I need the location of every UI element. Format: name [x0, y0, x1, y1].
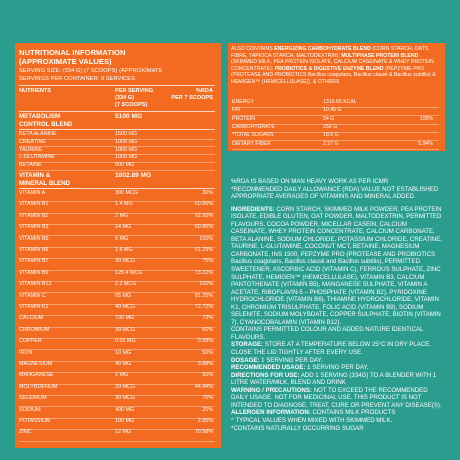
- blend-text: (PEPZYME PRO (PROTEASE AND PROBIOTICS Bacillus coagulans, Bacillus clausii & Bacillus subtilis) & HEMIGEN™ (HEMICELLULASE)), & OTHERS: [231, 65, 436, 85]
- typical-values-note: ^ TYPICAL VALUES WHEN MIXED WITH SKIMMED MILK.: [231, 416, 393, 424]
- contains-text: CONTAINS PERMITTED COLOUR AND ADDED NATURE IDENTICAL FLAVOURS.: [231, 326, 424, 341]
- nutrient-value: 400 MG: [115, 406, 135, 413]
- ingredients-text: CORN STARCH, SKIMMED MILK POWDER, PEA PROTEIN ISOLATE, EDIBLE GLUTEN, OAT POWDER, MALTODEXTRIN, PERMITTED FLAVOURS, COCOA POWDER, MICELLAR CASEIN, CALCIUM CASEINATE, WHEY PROTEIN CONCENTRATE, CALCIUM CARBONATE, BETA ALANINE, SODIUM CHLORIDE, POTASSIUM CHLORIDE, CREATINE, TAURINE, L-GLUTAMINE, COCONUT MCT, BETAINE, MAGNESIUM CARBONATE, INS 1500, PEPZYME PRO (PROTEASE AND PROBIOTICS Bacillus coagulans, Bacillus clausii and Bacillus subtilis), PERMITTED SWEETENER, ASCORBIC ACID (VITAMIN C), FERROUS SULPHATE, ZINC SULPHATE, HEMIGEN™ (HEMICELLULASE), VITAMIN B3, CALCIUM PANTOTHENATE (VITAMIN B5), MANGANESE SULPHATE, VITAMIN A ACETATE, RIBOFLAVIN-5 – PHOSPHATE (VITAMIN B2), PYRIDOXINE HYDROCHLORIDE (VITAMIN B6), THIAMINE HYDROCHLORIDE, VITAMIN K1, CHROMIUM TRISULPHATE, FOLIC ACID (VITAMIN B9), SODIUM SELENITE, SODIUM MOLYBDATE, COPPER SULPHATE, BIOTIN (VITAMIN 7), CYANOCOBALAMIN (VITAMIN B12).: [231, 205, 442, 326]
- nutrient-name: VITAMIN A: [19, 190, 46, 196]
- nutrient-rda: 73.22%: [194, 269, 213, 276]
- sugar-note: *CONTAINS NATURALLY OCCURRING SUGAR: [231, 424, 364, 432]
- col-per-serving-weight: (334 G): [115, 95, 134, 101]
- nutrient-rda: 75%: [202, 258, 213, 265]
- nutrient-name: CALCIUM: [19, 315, 44, 322]
- ingredients-label: INGREDIENTS:: [231, 205, 275, 213]
- nutrient-value: 1000 MG: [115, 146, 138, 153]
- nutrient-rda: 100%: [199, 281, 213, 288]
- nutrient-value: 30 MCG: [115, 326, 136, 333]
- nutrient-rda: 73%: [202, 315, 213, 322]
- metabolism-blend-label-2: CONTROL BLEND: [19, 120, 73, 128]
- nutrient-value: 1500 MG: [115, 131, 138, 137]
- nutrient-value: 18.5 G: [323, 132, 339, 139]
- label-text: [231, 178, 443, 437]
- nutrient-value: 600 MG: [115, 162, 135, 169]
- nutrient-value: 0.01 MG: [115, 338, 136, 345]
- nutrient-name: FAT: [232, 107, 242, 114]
- nutrient-value: 1000 MG: [115, 154, 138, 161]
- metabolism-blend-value: 5100 MG: [115, 113, 143, 120]
- nutrient-value: 2 MG: [115, 372, 129, 379]
- nutrient-value: 65 MG: [115, 292, 132, 299]
- blend-text: (CORN STARCH, OATS FIBRE, TAPIOCA STARCH, MALTODEXTRIN);: [231, 46, 429, 59]
- nutrient-name: ZINC: [19, 429, 32, 436]
- metabolism-blend-label: METABOLISM: [19, 113, 61, 120]
- panel-subtitle: (APPROXIMATE VALUES): [19, 57, 112, 66]
- directions-text: ADD 1 SERVING (334G) TO A BLENDER WITH 1 LITRE WATER/MILK, BLEND AND DRINK: [231, 371, 437, 387]
- nutrient-name: VITAMIN K1: [19, 304, 49, 310]
- storage-label: STORAGE:: [231, 341, 264, 349]
- nutrient-name: VITAMIN B2: [19, 212, 49, 219]
- nutrient-rda: 61.29%: [194, 247, 213, 253]
- nutrient-value: 10.45 G: [323, 107, 342, 114]
- nutrient-rda: 0.58%: [197, 338, 213, 345]
- nutrient-name: MOLYBDENUM: [19, 383, 58, 390]
- row-divider: [232, 115, 439, 116]
- nutrient-rda: 75%: [202, 395, 213, 402]
- nutrient-name: TAURINE: [19, 146, 43, 153]
- storage-text: STORE AT A TEMPERATURE BELOW 25°C IN DRY PLACE. CLOSE THE LID TIGHTLY AFTER EVERY USE.: [231, 341, 431, 357]
- nutrient-rda: 72.72%: [194, 304, 213, 310]
- nutrient-rda: 20%: [202, 406, 213, 413]
- vitamin-blend-label: VITAMIN &: [19, 172, 51, 179]
- panel-title: NUTRITIONAL INFORMATION: [19, 48, 126, 57]
- nutrient-name: POTASSIUM: [19, 418, 51, 424]
- nutrient-rda: 30%: [202, 190, 213, 196]
- nutrient-name: MAGNESIUM: [19, 361, 53, 367]
- nutrient-name: PROTEIN: [232, 115, 256, 122]
- nutrient-rda: 100%: [199, 235, 213, 242]
- row-divider: [232, 149, 439, 150]
- nutrient-name: ENERGY: [232, 99, 254, 105]
- nutrient-rda: 2.85%: [197, 418, 213, 424]
- nutrient-rda: 62.50%: [194, 212, 213, 219]
- nutrient-value: 2 MG: [115, 212, 129, 219]
- nutrient-value: 30 MCG: [115, 258, 136, 265]
- nutrient-name: CARBOHYDRATE: [232, 123, 275, 130]
- nutrient-value: 40 MG: [115, 361, 132, 367]
- nutrient-rda: 44.44%: [194, 383, 213, 390]
- nutrient-name: VITAMIN B6: [19, 247, 49, 253]
- nutrient-value: 100 MG: [115, 418, 135, 424]
- warning-label: WARNING / PRECAUTIONS:: [231, 386, 312, 394]
- nutrient-rda: 60.86%: [194, 224, 213, 231]
- warning-text: NOT TO EXCEED THE RECOMMENDED DAILY USAGE. NOT FOR MEDICINAL USE. THIS PRODUCT IS NOT INTENDED TO DIAGNOSE, TREAT, CURE OR PREVENT ANY DISEASE(S).: [231, 386, 442, 409]
- nutrient-name: VITAMIN B7: [19, 258, 49, 265]
- blend-name: PROBIOTICS & DIGESTIVE ENZYME BLEND: [274, 65, 384, 72]
- nutrient-name: SELENIUM: [19, 395, 47, 402]
- nutrient-name: COPPER: [19, 338, 42, 345]
- nutrient-name: VITAMIN B3: [19, 224, 49, 231]
- nutrient-name: VITAMIN B9: [19, 269, 49, 276]
- nutrient-name: *TOTAL SUGARS: [232, 132, 274, 139]
- nutrient-value: 1000 MG: [115, 138, 138, 145]
- nutrient-rda: 60.86%: [194, 201, 213, 208]
- nutrient-value: 2.2 MCG: [115, 281, 137, 288]
- nutrient-value: 1.4 MG: [115, 201, 133, 208]
- col-per-serving: PER SERVING: [115, 88, 154, 94]
- nutrient-name: BETAINE: [19, 162, 42, 169]
- directions-label: DIRECTIONS FOR USE:: [231, 371, 300, 379]
- nutrient-name: SODIUM: [19, 406, 41, 413]
- nutrient-value: 14 MG: [115, 224, 132, 231]
- vitamin-blend-label-2: MINERAL BLEND: [19, 179, 71, 187]
- nutrient-name: CREATINE: [19, 138, 46, 145]
- nutrient-name: BETA ALANINE: [19, 131, 57, 137]
- nutrient-rda: 81.25%: [194, 292, 213, 299]
- nutrient-name: DIETARY FIBER: [232, 140, 271, 147]
- servings-per-container: SERVINGS PER CONTAINER: 9 SERVICES: [19, 76, 135, 82]
- blend-panel: [228, 43, 445, 151]
- nutrient-rda: 5.94%: [418, 140, 433, 147]
- nutrient-rda: 100%: [419, 115, 433, 122]
- nutrient-name: VITAMIN B1: [19, 201, 49, 208]
- nutrient-rda: 50%: [202, 349, 213, 356]
- blend-name: ENERGIZING CARBOHYDRATE BLEND: [274, 46, 371, 52]
- row-divider: [19, 441, 215, 442]
- nutrient-rda: 9.88%: [197, 361, 213, 367]
- nutrient-name: VITAMIN B5: [19, 235, 49, 242]
- divider: [19, 188, 215, 189]
- recommended-usage-text: 1 SERVING PER DAY.: [305, 364, 369, 372]
- nutrient-value: 5 MG: [115, 235, 129, 242]
- divider: [19, 129, 215, 130]
- nutrient-rda: 70.58%: [194, 429, 213, 436]
- nutrient-rda: 50%: [202, 372, 213, 379]
- nutrient-value: 12 MG: [115, 429, 132, 436]
- allergen-label: ALLERGEN INFORMATION:: [231, 409, 311, 417]
- row-divider: [19, 170, 215, 171]
- col-rda-scoops: PER 7 SCOOPS: [171, 95, 213, 101]
- nutrient-value: 730 MG: [115, 315, 135, 322]
- divider: [19, 111, 215, 112]
- nutrient-value: 30 MCG: [115, 395, 136, 402]
- nutrient-rda: 60%: [202, 326, 213, 333]
- divider: [19, 85, 215, 86]
- col-nutrients: NUTRIENTS: [19, 88, 52, 94]
- nutrient-value: 40 MCG: [115, 304, 136, 310]
- blend-text: (SKIMMED MILK, PEA PROTEIN ISOLATE, CALCIUM CASEINATE & WHEY PROTEIN CONCENTRATE);: [231, 59, 434, 72]
- dosage-label: DOSAGE:: [231, 356, 260, 364]
- recommended-usage-label: RECOMMENDED USAGE:: [231, 364, 306, 372]
- nutrient-name: CHROMIUM: [19, 326, 50, 333]
- nutrient-value: 1.6 MG: [115, 247, 133, 253]
- col-per-serving-scoops: (7 SCOOPS): [115, 102, 148, 108]
- allergen-text: CONTAINS MILK PRODUCTS: [310, 409, 396, 417]
- nutrient-value: 10 MG: [115, 349, 132, 356]
- nutrient-name: IRON: [19, 349, 33, 356]
- nutrient-name: MANGANESE: [19, 372, 54, 379]
- nutrient-name: L-GLUTAMINE: [19, 154, 55, 161]
- rda-note: %RDA IS BASED ON MAN HEAVY WORK AS PER ICMR: [231, 178, 389, 185]
- nutrient-value: 300 MCG: [115, 190, 139, 196]
- blend-name: MULTIPHASE PROTEIN BLEND: [341, 52, 419, 59]
- nutrient-value: 125.4 MCG: [115, 269, 143, 276]
- vitamin-blend-value: 1802.89 MG: [115, 172, 152, 179]
- blend-text: ALSO CONTAINS: [231, 46, 275, 52]
- nutrition-panel: [15, 43, 221, 448]
- nutrient-value: 54 G: [323, 115, 335, 122]
- recommended-note: *RECOMMENDED DAILY ALLOWANCE (RDA) VALUE NOT ESTABLISHED APPROPRIATE AVERAGES OF VITAMINS AND MINERAL ADDED.: [231, 185, 439, 201]
- dosage-text: 1 SERVING PER DAY.: [259, 356, 323, 364]
- nutrient-value: 250 G: [323, 123, 338, 130]
- col-rda: %RDA: [195, 88, 213, 94]
- nutrient-name: VITAMIN B12: [19, 281, 52, 288]
- nutrient-value: 1310.65 KCAL: [323, 99, 357, 105]
- blend-intro: [231, 46, 442, 85]
- nutrient-value: 2.97 G: [323, 140, 339, 147]
- serving-size: SERVING SIZE: (334 G) (7 SCOOPS) (APPROXIMATE: [19, 68, 163, 74]
- nutrient-name: VITAMIN C: [19, 292, 46, 299]
- nutrient-value: 20 MCG: [115, 383, 136, 390]
